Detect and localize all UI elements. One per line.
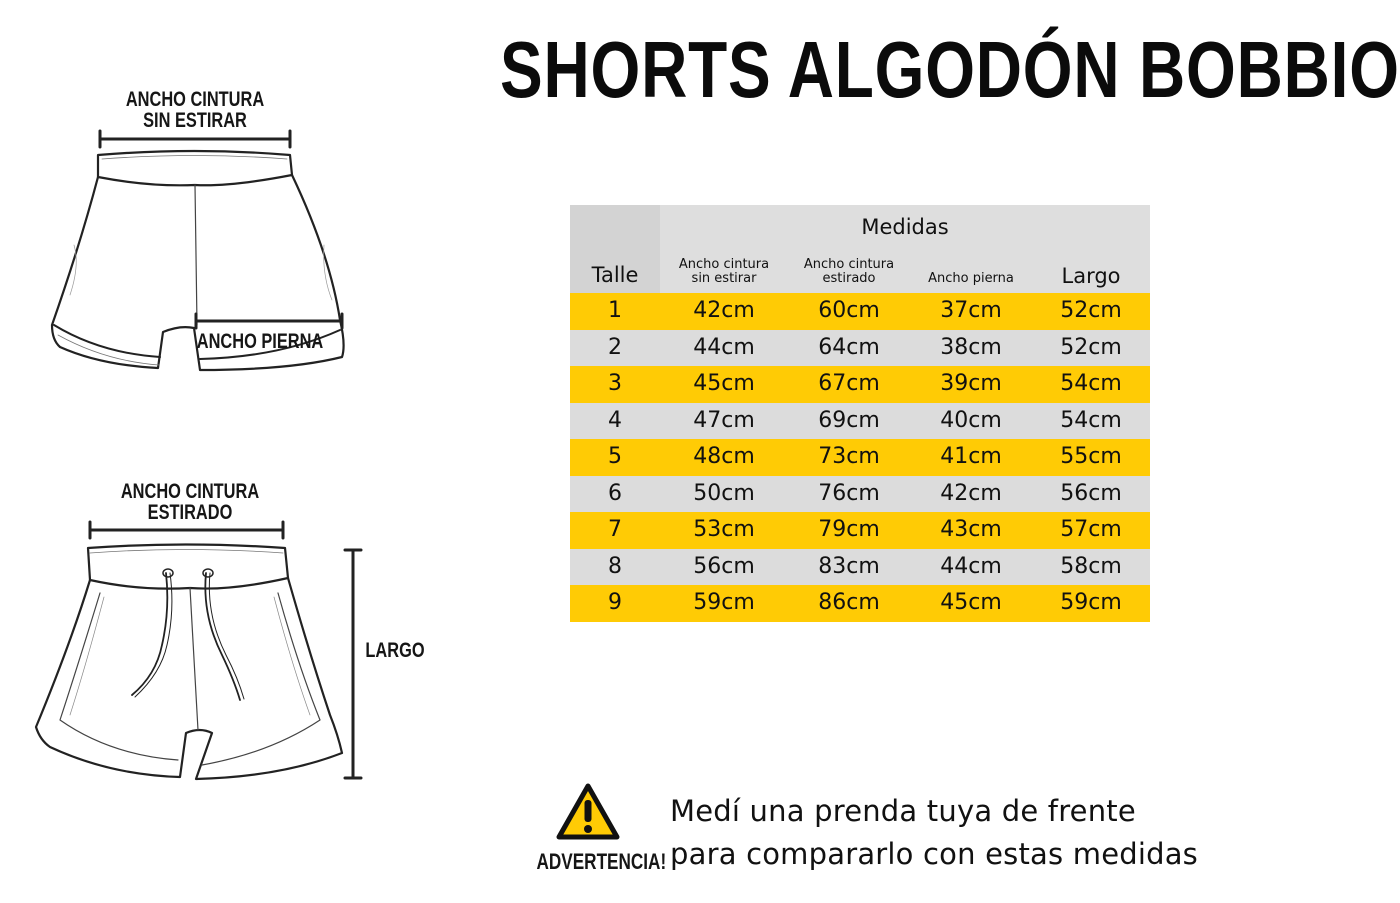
shorts-body-shape (36, 578, 342, 779)
column-header-largo: Largo (1032, 249, 1150, 293)
cell-waist-unstretched: 50cm (693, 480, 755, 506)
table-row (570, 439, 1150, 476)
cell-leg-width: 43cm (940, 517, 1002, 543)
label-length: LARGO (365, 639, 425, 662)
column-header-waist-unstretched-line1: Ancho cintura (678, 257, 770, 272)
column-header-talle: Talle (570, 249, 660, 293)
cell-talle: 7 (608, 517, 622, 543)
cell-largo: 54cm (1060, 407, 1122, 433)
size-table (570, 205, 1150, 622)
cell-waist-stretched: 69cm (818, 407, 880, 433)
column-header-waist-stretched (788, 249, 910, 293)
cell-waist-stretched: 76cm (818, 480, 880, 506)
cell-leg-width: 39cm (940, 371, 1002, 397)
cell-talle: 9 (608, 590, 622, 616)
label-waist-unstretched-line2: SIN ESTIRAR (143, 109, 247, 132)
cell-largo: 57cm (1060, 517, 1122, 543)
cell-talle: 3 (608, 371, 622, 397)
cell-leg-width: 42cm (940, 480, 1002, 506)
warning-label: ADVERTENCIA! (536, 849, 667, 874)
table-row (570, 585, 1150, 622)
cell-waist-unstretched: 44cm (693, 334, 755, 360)
drawstring-right (205, 573, 240, 700)
table-row (570, 549, 1150, 586)
column-header-waist-stretched-line2: estirado (822, 271, 876, 286)
table-group-header: Medidas (660, 205, 1150, 249)
column-header-leg-width: Ancho pierna (910, 249, 1032, 293)
cell-leg-width: 41cm (940, 444, 1002, 470)
cell-talle: 2 (608, 334, 622, 360)
warning-message-line1: Medí una prenda tuya de frente (670, 794, 1136, 828)
table-row (570, 366, 1150, 403)
column-header-waist-unstretched (660, 249, 788, 293)
cell-largo: 54cm (1060, 371, 1122, 397)
cell-largo: 59cm (1060, 590, 1122, 616)
cell-waist-stretched: 86cm (818, 590, 880, 616)
cell-waist-stretched: 60cm (818, 298, 880, 324)
cell-talle: 8 (608, 553, 622, 579)
cell-largo: 56cm (1060, 480, 1122, 506)
cell-waist-stretched: 83cm (818, 553, 880, 579)
warning-message (670, 790, 1270, 876)
drawstring-left (132, 573, 167, 695)
cell-largo: 52cm (1060, 298, 1122, 324)
cell-largo: 55cm (1060, 444, 1122, 470)
cell-largo: 58cm (1060, 553, 1122, 579)
label-waist-stretched-line1: ANCHO CINTURA (120, 480, 260, 503)
cell-waist-unstretched: 56cm (693, 553, 755, 579)
cell-talle: 6 (608, 480, 622, 506)
cell-waist-stretched: 64cm (818, 334, 880, 360)
cell-waist-unstretched: 42cm (693, 298, 755, 324)
warning-triangle-icon (555, 782, 621, 842)
cell-largo: 52cm (1060, 334, 1122, 360)
cell-leg-width: 38cm (940, 334, 1002, 360)
cell-talle: 4 (608, 407, 622, 433)
cell-waist-stretched: 67cm (818, 371, 880, 397)
cell-leg-width: 44cm (940, 553, 1002, 579)
table-row (570, 403, 1150, 440)
cell-waist-stretched: 73cm (818, 444, 880, 470)
cell-waist-unstretched: 47cm (693, 407, 755, 433)
table-row (570, 330, 1150, 367)
cell-waist-unstretched: 48cm (693, 444, 755, 470)
table-row (570, 293, 1150, 330)
table-row (570, 476, 1150, 513)
cell-waist-unstretched: 53cm (693, 517, 755, 543)
shorts-front-diagram (30, 515, 370, 790)
label-waist-stretched-line2: ESTIRADO (147, 501, 233, 524)
warning-message-line2: para compararlo con estas medidas (670, 837, 1198, 871)
cell-leg-width: 45cm (940, 590, 1002, 616)
cell-talle: 5 (608, 444, 622, 470)
waistband-shape (98, 151, 292, 185)
column-header-waist-stretched-line1: Ancho cintura (803, 257, 895, 272)
cell-waist-unstretched: 59cm (693, 590, 755, 616)
page-title: SHORTS ALGODÓN BOBBIO (500, 25, 1400, 114)
label-leg-width: ANCHO PIERNA (196, 330, 324, 353)
table-header-corner (570, 205, 660, 249)
cell-waist-unstretched: 45cm (693, 371, 755, 397)
column-header-waist-unstretched-line2: sin estirar (691, 271, 757, 286)
label-waist-unstretched-line1: ANCHO CINTURA (125, 88, 265, 111)
cell-waist-stretched: 79cm (818, 517, 880, 543)
cell-leg-width: 37cm (940, 298, 1002, 324)
table-row (570, 512, 1150, 549)
cell-leg-width: 40cm (940, 407, 1002, 433)
cell-talle: 1 (608, 298, 622, 324)
